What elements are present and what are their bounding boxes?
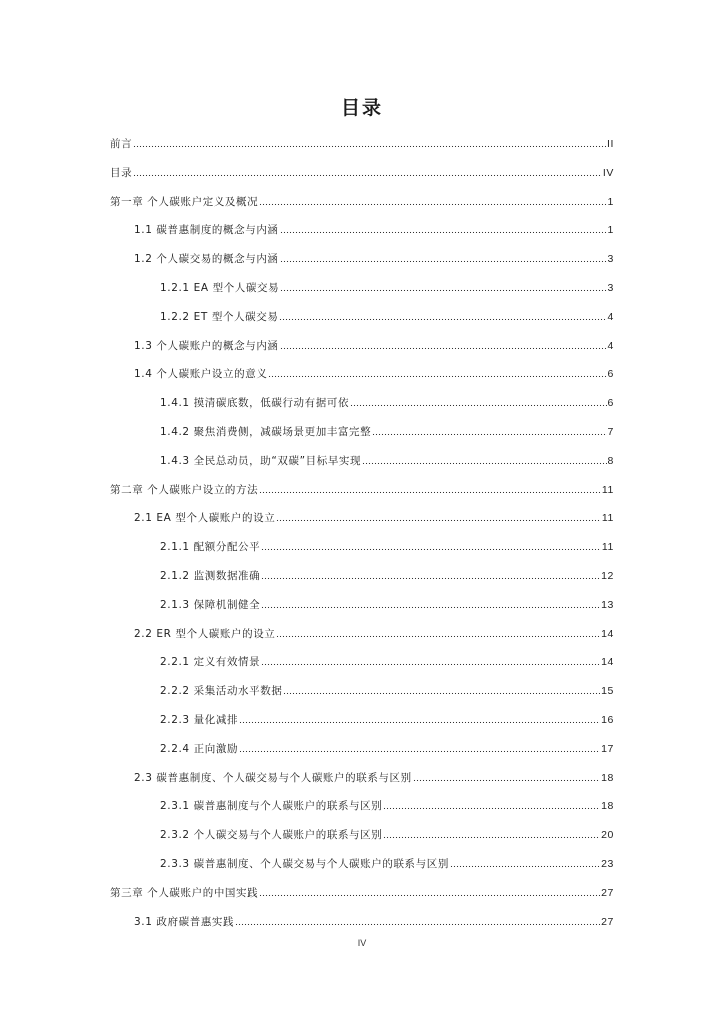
toc-entry-page-number: 12 <box>601 570 614 582</box>
toc-leader-dots <box>261 540 601 550</box>
toc-leader-dots <box>280 223 607 233</box>
toc-entry-page-number: 7 <box>607 426 614 438</box>
toc-entry-label: 前言 <box>110 138 133 150</box>
toc-leader-dots <box>276 627 600 637</box>
toc-entry[interactable] <box>110 886 614 900</box>
toc-entry[interactable] <box>110 195 614 209</box>
toc-entry-label: 第三章 个人碳账户的中国实践 <box>110 886 259 899</box>
toc-leader-dots <box>279 310 606 320</box>
toc-entry[interactable] <box>160 569 614 583</box>
toc-entry-label: 2.2 ER 型个人碳账户的设立 <box>134 627 276 640</box>
toc-entry-label: 2.3.3 碳普惠制度、个人碳交易与个人碳账户的联系与区别 <box>160 858 449 870</box>
toc-entry[interactable] <box>134 252 614 266</box>
page-title: 目录 <box>340 97 383 119</box>
toc-entry-label: 2.2.4 正向激励 <box>160 742 239 755</box>
toc-entry[interactable] <box>160 857 614 871</box>
toc-leader-dots <box>280 339 607 349</box>
toc-entry-page-number: II <box>606 138 614 150</box>
toc-entry-page-number: 6 <box>607 368 614 381</box>
toc-entry-page-number: 1 <box>607 224 614 237</box>
toc-entry[interactable] <box>134 771 614 785</box>
toc-entry[interactable] <box>160 655 614 669</box>
toc-leader-dots <box>261 598 600 608</box>
toc-entry[interactable] <box>110 483 614 497</box>
toc-entry-label: 1.1 碳普惠制度的概念与内涵 <box>134 224 279 237</box>
toc-leader-dots <box>259 195 606 205</box>
toc-entry[interactable] <box>160 799 614 813</box>
toc-entry[interactable] <box>134 511 614 525</box>
toc-entry[interactable] <box>160 281 614 295</box>
toc-entry-page-number: 14 <box>601 656 614 669</box>
toc-leader-dots <box>350 396 606 406</box>
toc-entry-label: 2.2.2 采集活动水平数据 <box>160 685 283 698</box>
toc-entry-label: 2.1 EA 型个人碳账户的设立 <box>134 512 276 525</box>
toc-entry-label: 1.4.2 聚焦消费侧，减碳场景更加丰富完整 <box>160 426 372 438</box>
toc-entry-page-number: 20 <box>601 829 614 842</box>
toc-entry-label: 1.4 个人碳账户设立的意义 <box>134 368 268 381</box>
toc-entry-page-number: 16 <box>601 714 614 726</box>
toc-entry-page-number: 4 <box>607 339 614 352</box>
toc-entry[interactable] <box>160 540 614 554</box>
toc-entry-page-number: 15 <box>601 685 614 698</box>
toc-leader-dots <box>280 252 607 262</box>
toc-entry-label: 2.3.2 个人碳交易与个人碳账户的联系与区别 <box>160 829 383 842</box>
toc-entry-page-number: 1 <box>607 195 614 208</box>
toc-leader-dots <box>268 367 606 377</box>
toc-entry[interactable] <box>134 339 614 353</box>
toc-leader-dots <box>235 915 600 925</box>
toc-entry-page-number: 11 <box>601 541 614 554</box>
toc-entry[interactable] <box>160 598 614 612</box>
toc-entry[interactable] <box>160 310 614 324</box>
toc-leader-dots <box>133 137 606 147</box>
toc-entry-label: 2.3.1 碳普惠制度与个人碳账户的联系与区别 <box>160 800 383 813</box>
toc-entry-label: 2.1.3 保障机制健全 <box>160 598 261 611</box>
toc-entry[interactable] <box>160 396 614 410</box>
toc-entry-page-number: 3 <box>607 253 614 266</box>
toc-entry-label: 第二章 个人碳账户设立的方法 <box>110 483 259 496</box>
toc-leader-dots <box>259 483 601 493</box>
toc-leader-dots <box>239 742 600 752</box>
toc-entry-label: 2.3 碳普惠制度、个人碳交易与个人碳账户的联系与区别 <box>134 771 412 784</box>
toc-entry[interactable] <box>160 828 614 842</box>
toc-leader-dots <box>362 454 606 464</box>
toc-leader-dots <box>383 799 600 809</box>
toc-entry-label: 第一章 个人碳账户定义及概况 <box>110 195 259 208</box>
toc-leader-dots <box>261 569 600 579</box>
toc-entry-label: 1.2.1 EA 型个人碳交易 <box>160 282 280 294</box>
toc-leader-dots <box>276 511 601 521</box>
toc-entry[interactable] <box>110 137 614 151</box>
toc-entry-label: 1.4.3 全民总动员，助“双碳”目标早实现 <box>160 454 362 467</box>
toc-entry-page-number: 14 <box>601 627 614 640</box>
toc-entry-page-number: 11 <box>601 483 614 496</box>
toc-entry[interactable] <box>134 367 614 381</box>
toc-leader-dots <box>383 828 600 838</box>
toc-entry-label: 2.2.1 定义有效情景 <box>160 656 261 669</box>
toc-entry-page-number: 27 <box>601 886 614 899</box>
toc-entry-page-number: 11 <box>601 512 614 525</box>
toc-entry-page-number: 4 <box>607 310 614 323</box>
toc-entry-page-number: 13 <box>601 598 614 611</box>
toc-entry-label: 2.1.1 配额分配公平 <box>160 541 261 554</box>
toc-entry-page-number: 18 <box>601 771 614 784</box>
toc-entry[interactable] <box>110 166 614 180</box>
toc-entry-label: 3.1 政府碳普惠实践 <box>134 915 235 928</box>
toc-entry-label: 1.2 个人碳交易的概念与内涵 <box>134 253 279 266</box>
toc-entry-label: 2.1.2 监测数据准确 <box>160 570 261 582</box>
toc-entry-page-number: 3 <box>607 282 614 294</box>
toc-entry-page-number: 17 <box>601 742 614 755</box>
toc-entry[interactable] <box>160 425 614 439</box>
toc-entry-label: 1.4.1 摸清碳底数，低碳行动有据可依 <box>160 397 350 410</box>
toc-leader-dots <box>239 713 600 723</box>
toc-leader-dots <box>259 886 600 896</box>
toc-entry-label: 2.2.3 量化减排 <box>160 714 239 726</box>
toc-entry-label: 目录 <box>110 166 133 179</box>
toc-leader-dots <box>450 857 600 867</box>
toc-entry[interactable] <box>160 684 614 698</box>
toc-entry[interactable] <box>160 713 614 727</box>
toc-entry[interactable] <box>134 223 614 237</box>
toc-entry[interactable] <box>134 627 614 641</box>
toc-leader-dots <box>413 771 600 781</box>
toc-entry[interactable] <box>160 454 614 468</box>
toc-leader-dots <box>283 684 600 694</box>
toc-entry-page-number: 6 <box>607 397 614 410</box>
toc-entry-page-number: 18 <box>601 800 614 813</box>
toc-entry-page-number: IV <box>602 166 614 179</box>
toc-entry-label: 1.2.2 ET 型个人碳交易 <box>160 310 279 323</box>
toc-entry-label: 1.3 个人碳账户的概念与内涵 <box>134 339 279 352</box>
toc-leader-dots <box>372 425 606 435</box>
toc-entry[interactable] <box>134 915 614 929</box>
toc-leader-dots <box>261 655 600 665</box>
toc-entry[interactable] <box>160 742 614 756</box>
toc-leader-dots <box>280 281 606 291</box>
toc-entry-page-number: 23 <box>601 858 614 870</box>
toc-leader-dots <box>133 166 602 176</box>
page-footer-number: IV <box>357 938 367 948</box>
toc-entry-page-number: 27 <box>601 915 614 928</box>
toc-entry-page-number: 8 <box>607 454 614 467</box>
